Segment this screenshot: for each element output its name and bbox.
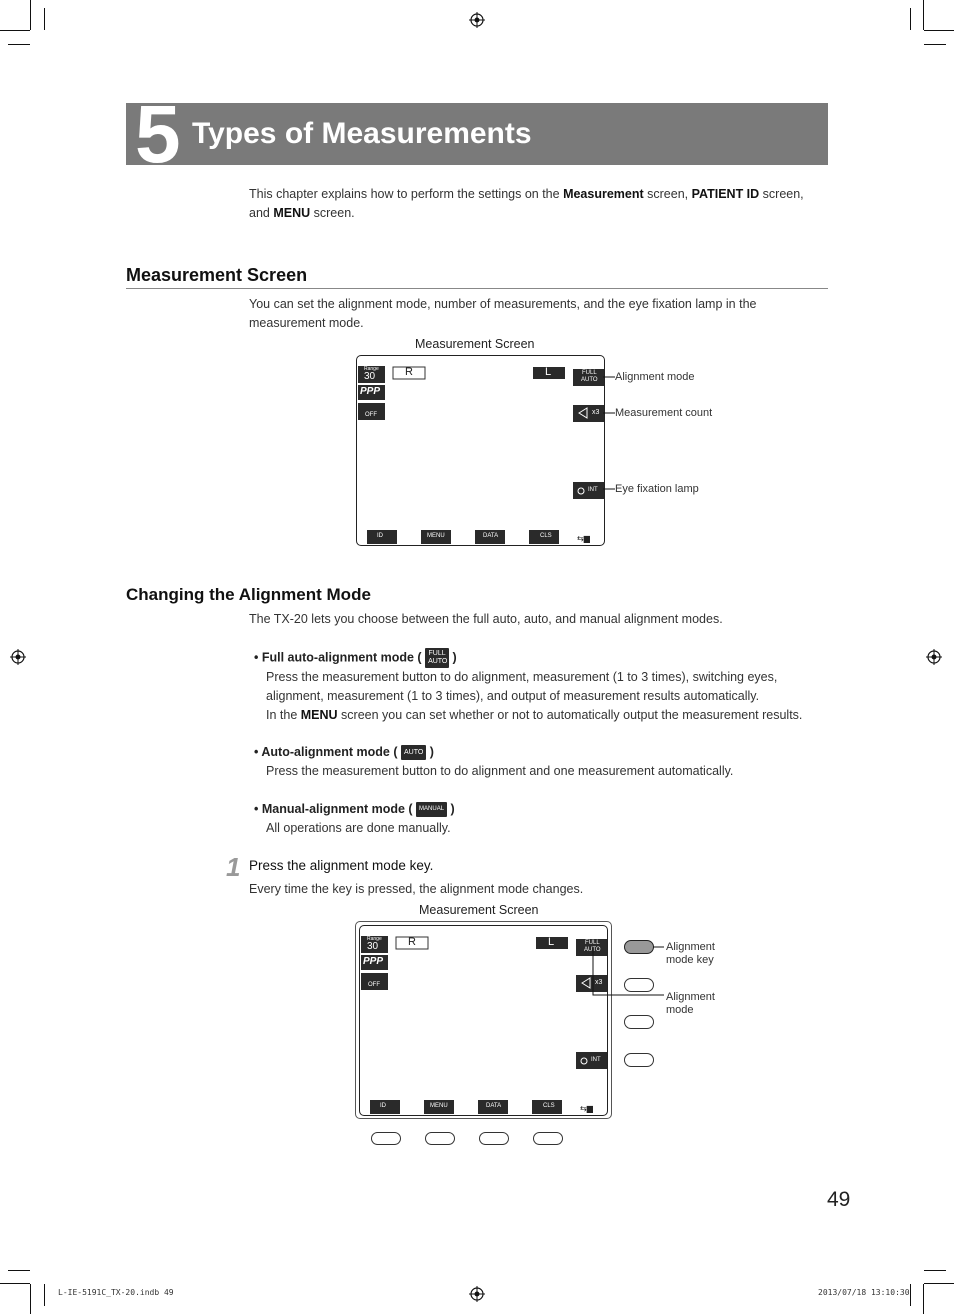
bullet-line: Press the measurement button to do alignment, measurement (1 to 3 times), switching eyes,: [266, 670, 778, 684]
measurement-screen-2: [359, 925, 608, 1116]
footer-file-info: L-IE-5191C_TX-20.indb 49: [58, 1288, 174, 1297]
usb-printer-icon: ⇆▆: [577, 534, 590, 543]
crop-mark: [910, 1284, 911, 1306]
section-divider: [126, 288, 828, 289]
callout-line: mode key: [666, 954, 714, 966]
side-key-4[interactable]: [624, 1053, 654, 1067]
bottom-key-1[interactable]: [371, 1132, 401, 1145]
chapter-title: Types of Measurements: [192, 117, 532, 150]
crop-mark: [44, 1284, 45, 1306]
crop-mark: [924, 1270, 946, 1271]
bullet-title: ): [426, 745, 434, 759]
measurement-count: x3: [595, 979, 603, 986]
crop-mark: [924, 44, 946, 45]
side-key-3[interactable]: [624, 1015, 654, 1029]
alignment-mode-full: FULL: [585, 940, 600, 946]
crop-mark: [8, 44, 30, 45]
bottom-key-4[interactable]: [533, 1132, 563, 1145]
registration-mark-icon: [469, 1286, 485, 1302]
bullet-marker: •: [254, 802, 262, 816]
ppp-icon: PPP: [360, 386, 381, 397]
bullet-full-auto: [254, 648, 844, 725]
registration-mark-icon: [926, 649, 942, 665]
off-label: OFF: [365, 412, 377, 418]
crop-mark: [0, 1283, 30, 1284]
callout-line: Alignment: [666, 991, 715, 1003]
screen-button-cls: CLS: [540, 533, 552, 539]
bottom-key-3[interactable]: [479, 1132, 509, 1145]
intro-text: screen,: [643, 187, 692, 201]
screen-button-id: ID: [377, 533, 383, 539]
registration-mark-icon: [10, 649, 26, 665]
crop-mark: [30, 0, 31, 30]
bullet-line: All operations are done manually.: [266, 821, 451, 835]
measurement-count: x3: [592, 409, 600, 416]
callout-alignment-mode-2: [666, 991, 715, 1017]
callout-lines-2: [585, 940, 665, 1000]
manual-icon: MANUAL: [416, 802, 447, 817]
figure-caption: Measurement Screen: [415, 337, 535, 351]
section1-paragraph: [249, 295, 829, 333]
intro-keyword: PATIENT ID: [691, 187, 760, 201]
page-number: 49: [827, 1188, 851, 1211]
screen-graphic: [360, 926, 607, 1115]
registration-mark-icon: [469, 12, 485, 28]
step-subtext: Every time the key is pressed, the alignment mode changes.: [249, 882, 584, 896]
screen-button-data: DATA: [483, 533, 499, 539]
section1-line: You can set the alignment mode, number of measurements, and the eye fixation lamp in the: [249, 297, 757, 311]
screen-button-data: DATA: [486, 1103, 502, 1109]
bullet-line: screen you can set whether or not to automatically output the measurement results.: [337, 708, 803, 722]
crop-mark: [8, 1270, 30, 1271]
usb-printer-icon: ⇆▆: [580, 1104, 593, 1113]
range-label: Range: [367, 936, 382, 942]
callout-lines: [600, 370, 620, 495]
callout-alignment-mode: Alignment mode: [615, 371, 695, 383]
off-label: OFF: [368, 982, 380, 988]
bullet-keyword: MENU: [300, 708, 338, 722]
bullet-title: ): [447, 802, 455, 816]
bullet-title: Full auto-alignment mode (: [261, 650, 426, 665]
callout-alignment-mode-key: [666, 941, 715, 967]
range-label: Range: [364, 366, 379, 372]
bullet-title: Auto-alignment mode (: [261, 745, 401, 759]
intro-text: This chapter explains how to perform the settings on the: [249, 187, 564, 201]
bullet-line: Press the measurement button to do alignment and one measurement automatically.: [266, 764, 734, 778]
full-auto-icon: FULL AUTO: [425, 648, 449, 668]
bullet-line: alignment, measurement (1 to 3 times), and output of measurement results automatically.: [266, 689, 760, 703]
int-label: INT: [588, 487, 598, 493]
eye-r-indicator: R: [408, 936, 416, 948]
figure-caption: Measurement Screen: [419, 903, 539, 917]
screen-button-cls: CLS: [543, 1103, 555, 1109]
range-value: 30: [364, 371, 376, 382]
crop-mark: [923, 0, 924, 30]
bottom-key-2[interactable]: [425, 1132, 455, 1145]
range-value: 30: [367, 941, 379, 952]
auto-icon: AUTO: [401, 745, 426, 760]
callout-eye-fixation: Eye fixation lamp: [615, 483, 699, 495]
callout-line: mode: [666, 1004, 694, 1016]
callout-measurement-count: Measurement count: [615, 407, 713, 419]
crop-mark: [923, 1284, 924, 1314]
intro-text: screen.: [310, 206, 355, 220]
intro-text: screen,: [759, 187, 804, 201]
crop-mark: [924, 30, 954, 31]
bullet-manual: [254, 800, 844, 838]
chapter-number: 5: [135, 89, 181, 180]
eye-l-indicator: L: [545, 366, 552, 378]
subsection-heading: Changing the Alignment Mode: [126, 585, 371, 604]
section-heading: Measurement Screen: [126, 265, 308, 285]
crop-mark: [0, 30, 30, 31]
bullet-title: Manual-alignment mode (: [261, 802, 417, 816]
screen-graphic: [357, 356, 604, 545]
bullet-title: ): [449, 650, 457, 665]
alignment-mode-full: FULL: [582, 370, 597, 376]
crop-mark: [924, 1283, 954, 1284]
step-text: Press the alignment mode key.: [249, 858, 434, 873]
intro-text: and: [249, 206, 274, 220]
eye-l-indicator: L: [548, 936, 555, 948]
bullet-auto: [254, 743, 844, 781]
eye-r-indicator: R: [405, 366, 413, 378]
footer-timestamp: 2013/07/18 13:10:30: [818, 1288, 910, 1297]
callout-line: Alignment: [666, 941, 715, 953]
bullet-line: In the: [266, 708, 301, 722]
section2-intro: The TX-20 lets you choose between the full auto, auto, and manual alignment modes.: [249, 612, 723, 626]
intro-keyword: MENU: [273, 206, 311, 220]
screen-button-id: ID: [380, 1103, 386, 1109]
measurement-screen: [356, 355, 605, 546]
bullet-marker: •: [254, 745, 262, 759]
section1-line: measurement mode.: [249, 316, 364, 330]
alignment-mode-auto: AUTO: [584, 947, 601, 953]
screen-button-menu: MENU: [427, 533, 445, 539]
screen-button-menu: MENU: [430, 1103, 448, 1109]
crop-mark: [30, 1284, 31, 1314]
intro-paragraph: [249, 185, 839, 223]
alignment-mode-auto: AUTO: [581, 377, 598, 383]
crop-mark: [44, 8, 45, 30]
intro-keyword: Measurement: [563, 187, 644, 201]
int-label: INT: [591, 1057, 601, 1063]
ppp-icon: PPP: [363, 956, 384, 967]
crop-mark: [910, 8, 911, 30]
step-number: 1: [226, 852, 241, 882]
bullet-marker: •: [254, 650, 262, 665]
